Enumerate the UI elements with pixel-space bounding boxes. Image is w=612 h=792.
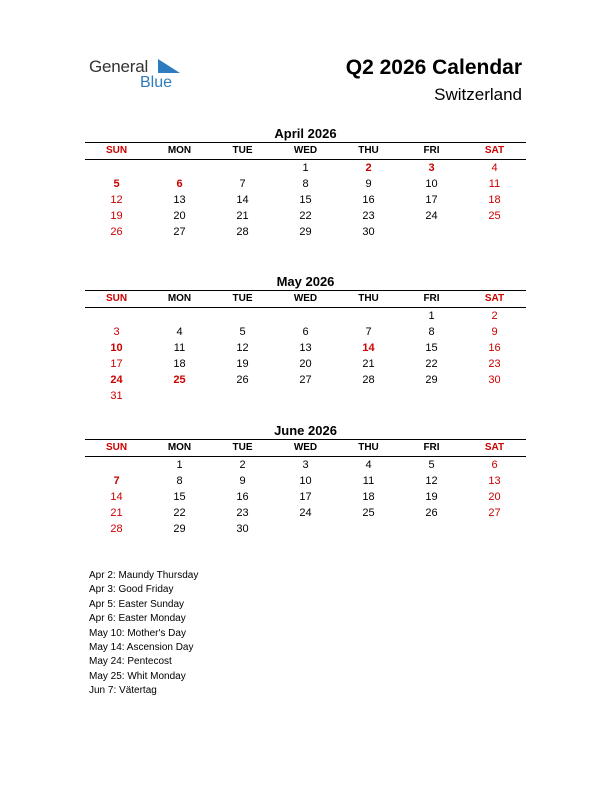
week-row [85,473,526,489]
day-cell: 25 [488,210,501,222]
day-cell: 15 [425,342,438,354]
weekday-label: WED [293,145,318,156]
day-cell: 30 [236,523,249,535]
holiday-day-cell: 2 [365,162,372,174]
weekday-header-row [85,291,526,307]
holiday-item: May 14: Ascension Day [89,642,194,654]
weekday-label: SAT [484,442,505,453]
holiday-item: Apr 3: Good Friday [89,584,174,596]
day-cell: 13 [173,194,186,206]
day-cell: 1 [176,459,183,471]
day-cell: 4 [365,459,372,471]
day-cell: 23 [236,507,249,519]
day-cell: 15 [173,491,186,503]
day-cell: 24 [425,210,438,222]
weekday-label: TUE [232,442,253,453]
holiday-item: Jun 7: Vätertag [89,685,157,697]
month-title: June 2026 [274,423,337,438]
week-row [85,457,526,473]
holiday-day-cell: 6 [176,178,183,190]
week-row [85,208,526,224]
week-row [85,160,526,176]
day-cell [463,224,526,240]
day-cell: 25 [362,507,375,519]
holiday-item: Apr 2: Maundy Thursday [89,570,199,581]
day-cell: 29 [425,374,438,386]
weekday-label: TUE [232,145,253,156]
day-cell: 12 [110,194,123,206]
holiday-day-cell: 25 [173,374,186,386]
day-cell: 21 [236,210,249,222]
day-cell: 22 [425,358,438,370]
month-june [85,422,526,537]
day-cell [337,388,400,404]
weekday-label: THU [358,145,379,156]
day-cell: 26 [110,226,123,238]
day-cell [337,308,400,324]
weekday-label: SUN [105,293,128,304]
day-cell: 18 [173,358,186,370]
day-cell: 8 [176,475,183,487]
day-cell: 22 [299,210,312,222]
week-row [85,176,526,192]
holiday-list [89,569,198,699]
country-name: Switzerland [434,85,522,104]
day-cell: 16 [362,194,375,206]
holiday-day-cell: 5 [113,178,120,190]
day-cell: 16 [488,342,501,354]
month-may [85,273,526,404]
day-cell: 23 [488,358,501,370]
day-cell: 27 [173,226,186,238]
day-cell: 21 [110,507,123,519]
month-title: May 2026 [276,274,335,289]
weekday-label: SAT [484,145,505,156]
day-cell: 17 [425,194,438,206]
day-cell: 17 [299,491,312,503]
day-cell [211,388,274,404]
day-cell: 19 [110,210,123,222]
holiday-item: Apr 6: Easter Monday [89,613,186,625]
week-row [85,340,526,356]
day-cell: 23 [362,210,375,222]
day-cell [85,308,148,324]
day-cell: 12 [236,342,249,354]
day-cell: 5 [239,326,246,338]
day-cell: 20 [488,491,501,503]
day-cell: 12 [425,475,438,487]
day-cell: 11 [488,178,501,190]
week-row [85,372,526,388]
day-cell: 19 [236,358,249,370]
day-cell: 30 [362,226,375,238]
day-cell: 20 [173,210,186,222]
day-cell: 9 [239,475,246,487]
day-cell [85,160,148,176]
day-cell: 14 [236,194,249,206]
day-cell: 13 [299,342,312,354]
day-cell [274,521,337,537]
month-april [85,125,526,240]
day-cell [211,308,274,324]
day-cell: 3 [302,459,309,471]
week-row [85,308,526,324]
day-cell: 29 [299,226,312,238]
day-cell: 2 [239,459,246,471]
day-cell [85,457,148,473]
day-cell: 22 [173,507,186,519]
week-row [85,388,526,404]
holiday-day-cell: 24 [110,374,123,386]
week-row [85,356,526,372]
day-cell [274,388,337,404]
day-cell: 28 [110,523,123,535]
weekday-label: FRI [423,145,440,156]
week-row [85,224,526,240]
day-cell: 11 [173,342,186,354]
weekday-label: SUN [105,145,128,156]
day-cell: 1 [428,310,435,322]
day-cell: 8 [302,178,309,190]
day-cell [148,160,211,176]
day-cell [400,224,463,240]
day-cell: 27 [299,374,312,386]
day-cell: 4 [491,162,498,174]
day-cell: 24 [299,507,312,519]
weekday-header-row [85,143,526,159]
week-row [85,192,526,208]
day-cell: 28 [362,374,375,386]
day-cell [463,388,526,404]
day-cell: 30 [488,374,501,386]
day-cell: 10 [299,475,312,487]
holiday-day-cell: 14 [362,342,375,354]
day-cell [274,308,337,324]
day-cell: 3 [113,326,120,338]
holiday-day-cell: 3 [428,162,435,174]
holiday-item: May 25: Whit Monday [89,670,186,682]
week-row [85,505,526,521]
weekday-header-row [85,440,526,456]
day-cell: 7 [365,326,372,338]
month-title: April 2026 [274,126,337,141]
weekday-label: TUE [232,293,253,304]
day-cell: 26 [425,507,438,519]
day-cell: 20 [299,358,312,370]
weekday-label: THU [358,442,379,453]
day-cell: 15 [299,194,312,206]
weekday-label: MON [167,442,192,453]
day-cell [148,388,211,404]
day-cell: 14 [110,491,123,503]
day-cell: 6 [491,459,498,471]
day-cell [148,308,211,324]
day-cell [211,160,274,176]
logo-triangle-icon [158,59,180,73]
day-cell [337,521,400,537]
day-cell: 2 [491,310,498,322]
weekday-label: FRI [423,442,440,453]
day-cell: 28 [236,226,249,238]
day-cell: 7 [239,178,246,190]
day-cell: 13 [488,475,501,487]
logo-text-general: General [89,57,149,76]
holiday-day-cell: 10 [110,342,123,354]
holiday-item: May 24: Pentecost [89,656,172,668]
day-cell [400,388,463,404]
day-cell: 18 [488,194,501,206]
page-title: Q2 2026 Calendar [345,56,522,79]
holiday-item: May 10: Mother's Day [89,627,186,639]
holiday-item: Apr 5: Easter Sunday [89,598,185,610]
weekday-label: MON [167,145,192,156]
logo [89,57,189,93]
day-cell: 9 [491,326,498,338]
day-cell: 1 [302,162,309,174]
weekday-label: WED [293,293,318,304]
day-cell: 16 [236,491,249,503]
day-cell: 31 [110,390,123,402]
day-cell: 29 [173,523,186,535]
day-cell: 17 [110,358,123,370]
day-cell: 19 [425,491,438,503]
day-cell: 18 [362,491,375,503]
weekday-label: SUN [105,442,128,453]
day-cell: 10 [425,178,438,190]
weekday-label: THU [358,293,379,304]
day-cell: 4 [176,326,183,338]
logo-text-blue: Blue [140,74,173,91]
weekday-label: SAT [484,293,505,304]
day-cell: 26 [236,374,249,386]
day-cell: 27 [488,507,501,519]
weekday-label: WED [293,442,318,453]
day-cell: 9 [365,178,372,190]
holiday-day-cell: 7 [113,475,120,487]
week-row [85,489,526,505]
day-cell [463,521,526,537]
day-cell: 8 [428,326,435,338]
day-cell [400,521,463,537]
day-cell: 21 [362,358,375,370]
day-cell: 6 [302,326,309,338]
weekday-label: MON [167,293,192,304]
weekday-label: FRI [423,293,440,304]
day-cell: 11 [362,475,375,487]
week-row [85,324,526,340]
week-row [85,521,526,537]
day-cell: 5 [428,459,435,471]
